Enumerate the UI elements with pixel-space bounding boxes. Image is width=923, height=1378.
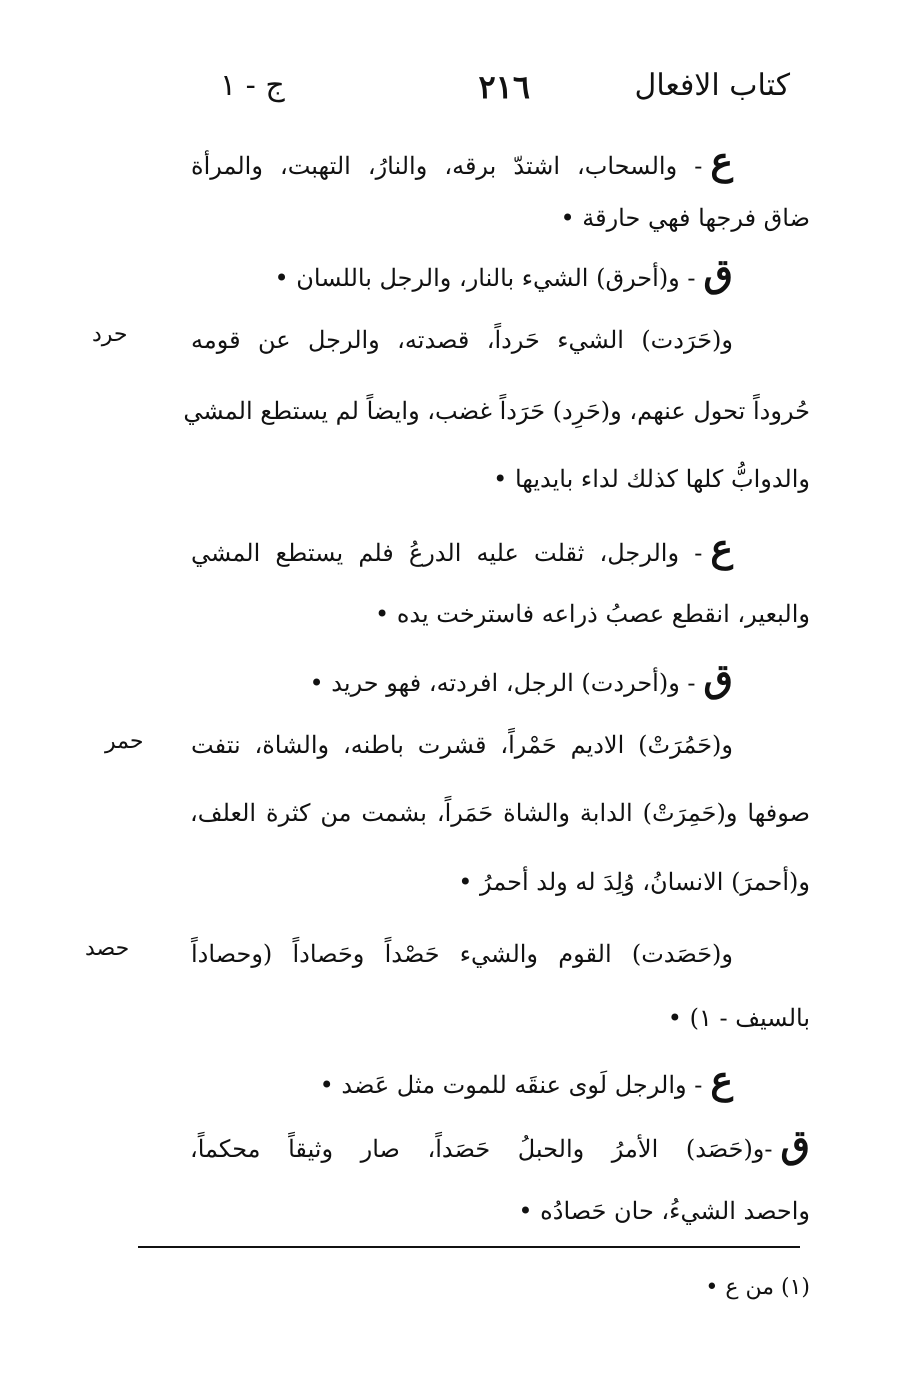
line-text: والبعير، انقطع عصبُ ذراعه فاسترخت يده • <box>375 600 810 628</box>
section-letter: ق <box>780 1121 810 1166</box>
line-text: - و(أحردت) الرجل، افردته، فهو حريد • <box>309 669 696 697</box>
line-text: والدوابُّ كلها كذلك لداء بايديها • <box>493 465 810 493</box>
line-text: و(أحمرَ) الانسانُ، وُلِدَ له ولد أحمرُ • <box>458 868 810 896</box>
line-text: صوفها و(حَمِرَتْ) الدابة والشاة حَمَراً، بشمت من كثرة العلف، <box>190 799 810 827</box>
line-text: واحصد الشيءُ، حان حَصادُه • <box>518 1197 810 1225</box>
text-line-8 <box>190 596 810 634</box>
text-line-9 <box>193 655 733 700</box>
line-text: و(حَمُرَتْ) الاديم حَمْراً، قشرت باطنه، والشاة، نتفت <box>191 731 733 759</box>
line-text: - والسحاب، اشتدّ برقه، والنارُ، التهبت، والمرأة <box>191 152 703 180</box>
line-text: و(حَرَدت) الشيء حَرداً، قصدته، والرجل عن قومه <box>191 326 733 354</box>
text-line-17 <box>190 1193 810 1231</box>
line-text: -و(حَصَد) الأمرُ والحبلُ حَصَداً، صار وثيقاً محكماً، <box>190 1135 773 1163</box>
text-line-10 <box>191 727 733 765</box>
text-line-12 <box>190 864 810 902</box>
page-number: ٢١٦ <box>478 68 530 106</box>
text-line-4 <box>191 322 733 360</box>
book-title: كتاب الافعال <box>634 68 790 103</box>
text-line-7 <box>191 525 733 570</box>
text-line-15 <box>193 1057 733 1102</box>
line-text: - والرجل لَوى عنقَه للموت مثل عَضد • <box>319 1071 703 1099</box>
margin-headword: حرد <box>92 322 128 347</box>
line-text: - والرجل، ثقلت عليه الدرعُ فلم يستطع المشي <box>191 539 703 567</box>
line-text: بالسيف - ١) • <box>667 1004 810 1032</box>
section-letter: ق <box>703 655 733 700</box>
text-line-2 <box>190 200 810 238</box>
page-header <box>190 68 790 118</box>
line-text: و(حَصَدت) القوم والشيء حَصْداً وحَصاداً (وحصاداً <box>191 940 733 968</box>
text-line-1 <box>191 138 733 183</box>
line-text: - و(أحرق) الشيء بالنار، والرجل باللسان • <box>274 264 696 292</box>
text-line-14 <box>190 1000 810 1038</box>
text-line-11 <box>190 795 810 833</box>
section-letter: ق <box>703 250 733 295</box>
footnote-divider <box>138 1246 800 1248</box>
margin-headword: حصد <box>85 936 130 961</box>
text-line-6 <box>190 461 810 499</box>
text-line-3 <box>193 250 733 295</box>
section-letter: ع <box>710 138 733 183</box>
text-line-13 <box>191 936 733 974</box>
text-line-5 <box>183 393 810 431</box>
section-letter: ع <box>710 525 733 570</box>
margin-headword: حمر <box>105 729 144 754</box>
section-letter: ع <box>710 1057 733 1102</box>
text-line-16 <box>190 1121 810 1166</box>
line-text: ضاق فرجها فهي حارقة • <box>560 204 810 232</box>
volume-label: ج - ١ <box>220 68 285 103</box>
line-text: حُروداً تحول عنهم، و(حَرِد) حَرَداً غضب، وايضاً لم يستطع المشي <box>183 397 810 425</box>
footnote: (١) من ع • <box>705 1275 810 1300</box>
